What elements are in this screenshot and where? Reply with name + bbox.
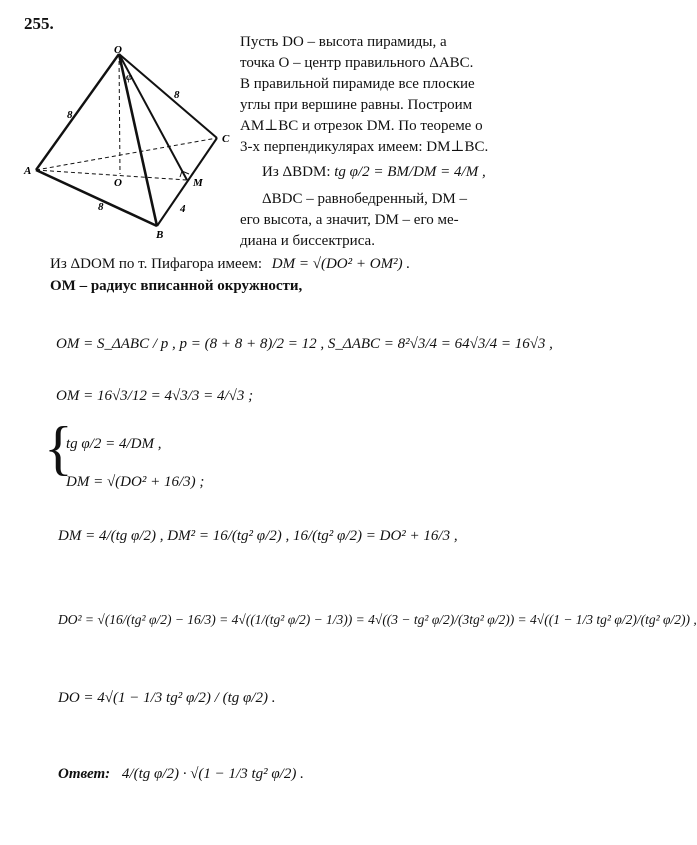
edge-AC-hidden <box>36 138 217 170</box>
edge-label-8-DC: 8 <box>174 89 180 101</box>
intro-line-8: ΔBDC – равнобедренный, DM – <box>262 191 468 207</box>
system-eq-2: DM = √(DO² + 16/3) ; <box>66 474 205 490</box>
intro-text <box>240 32 532 252</box>
label-phi: φ <box>126 71 133 83</box>
edge-label-8-AB: 8 <box>98 201 104 213</box>
equation-do: DO = 4√(1 − 1/3 tg² φ/2) / (tg φ/2) . <box>58 690 276 706</box>
intro-line-5: AM⊥BC и отрезок DM. По теореме о <box>240 118 483 134</box>
pythagoras-line <box>50 254 410 275</box>
intro-line-3: В правильной пирамиде все плоские <box>240 76 475 92</box>
edge-label-4-BM: 4 <box>180 203 186 215</box>
pyramid-diagram <box>22 40 242 240</box>
edge-DA <box>36 54 119 170</box>
om-radius-text: OM – радиус вписанной окружности, <box>50 278 303 294</box>
equation-om-area: OM = S_ΔABC / p , p = (8 + 8 + 8)/2 = 12 , S_ΔABC = 8²√3/4 = 64√3/4 = 16√3 , <box>56 336 553 352</box>
pythagoras-formula: DM = √(DO² + OM²) . <box>271 256 411 272</box>
label-A: A <box>24 165 32 177</box>
segment-AM <box>36 170 187 180</box>
equation-do-squared: DO² = √(16/(tg² φ/2) − 16/3) = 4√((1/(tg² φ/2) − 1/3)) = 4√((3 − tg² φ/2)/(3tg² φ/2)) = 4√((1 − 1/3 tg² φ/2)/(tg² φ/2)) , <box>58 612 697 627</box>
intro-line-7: Из ΔBDM: <box>262 164 331 180</box>
label-M: M <box>193 177 203 189</box>
answer-label: Ответ: <box>58 766 111 782</box>
edge-BC <box>157 138 217 226</box>
height-DO <box>119 54 120 174</box>
intro-line-6: 3-х перпендикулярах имеем: DM⊥BC. <box>240 139 489 155</box>
pythagoras-text: Из ΔDOM по т. Пифагора имеем: <box>50 256 263 272</box>
intro-line-1: Пусть DO – высота пирамиды, а <box>240 34 447 50</box>
intro-bdm-row <box>240 162 532 183</box>
equation-dm: DM = 4/(tg φ/2) , DM² = 16/(tg² φ/2) , 16/(tg² φ/2) = DO² + 16/3 , <box>58 528 458 544</box>
edge-DB <box>119 54 157 226</box>
bdm-formula: tg φ/2 = BM/DM = 4/M , <box>334 164 486 180</box>
system-eq-1: tg φ/2 = 4/DM , <box>66 436 162 452</box>
brace-glyph: { <box>44 415 73 481</box>
intro-line-9: его высота, а значит, DM – его ме- <box>240 212 459 228</box>
intro-line-4: углы при вершине равны. Построим <box>240 97 473 113</box>
label-D: O <box>114 44 122 56</box>
edge-AB <box>36 170 157 226</box>
label-O: O <box>114 177 122 189</box>
intro-line-10: диана и биссектриса. <box>240 233 375 249</box>
intro-line-2: точка O – центр правильного ΔABC. <box>240 55 474 71</box>
edge-label-8-DA: 8 <box>67 109 73 121</box>
label-B: B <box>156 229 164 241</box>
answer-formula: 4/(tg φ/2) · √(1 − 1/3 tg² φ/2) . <box>121 766 304 782</box>
label-C: C <box>222 133 230 145</box>
answer-row <box>58 766 304 783</box>
problem-number: 255. <box>24 14 54 33</box>
equation-om-value: OM = 16√3/12 = 4√3/3 = 4/√3 ; <box>56 388 254 404</box>
